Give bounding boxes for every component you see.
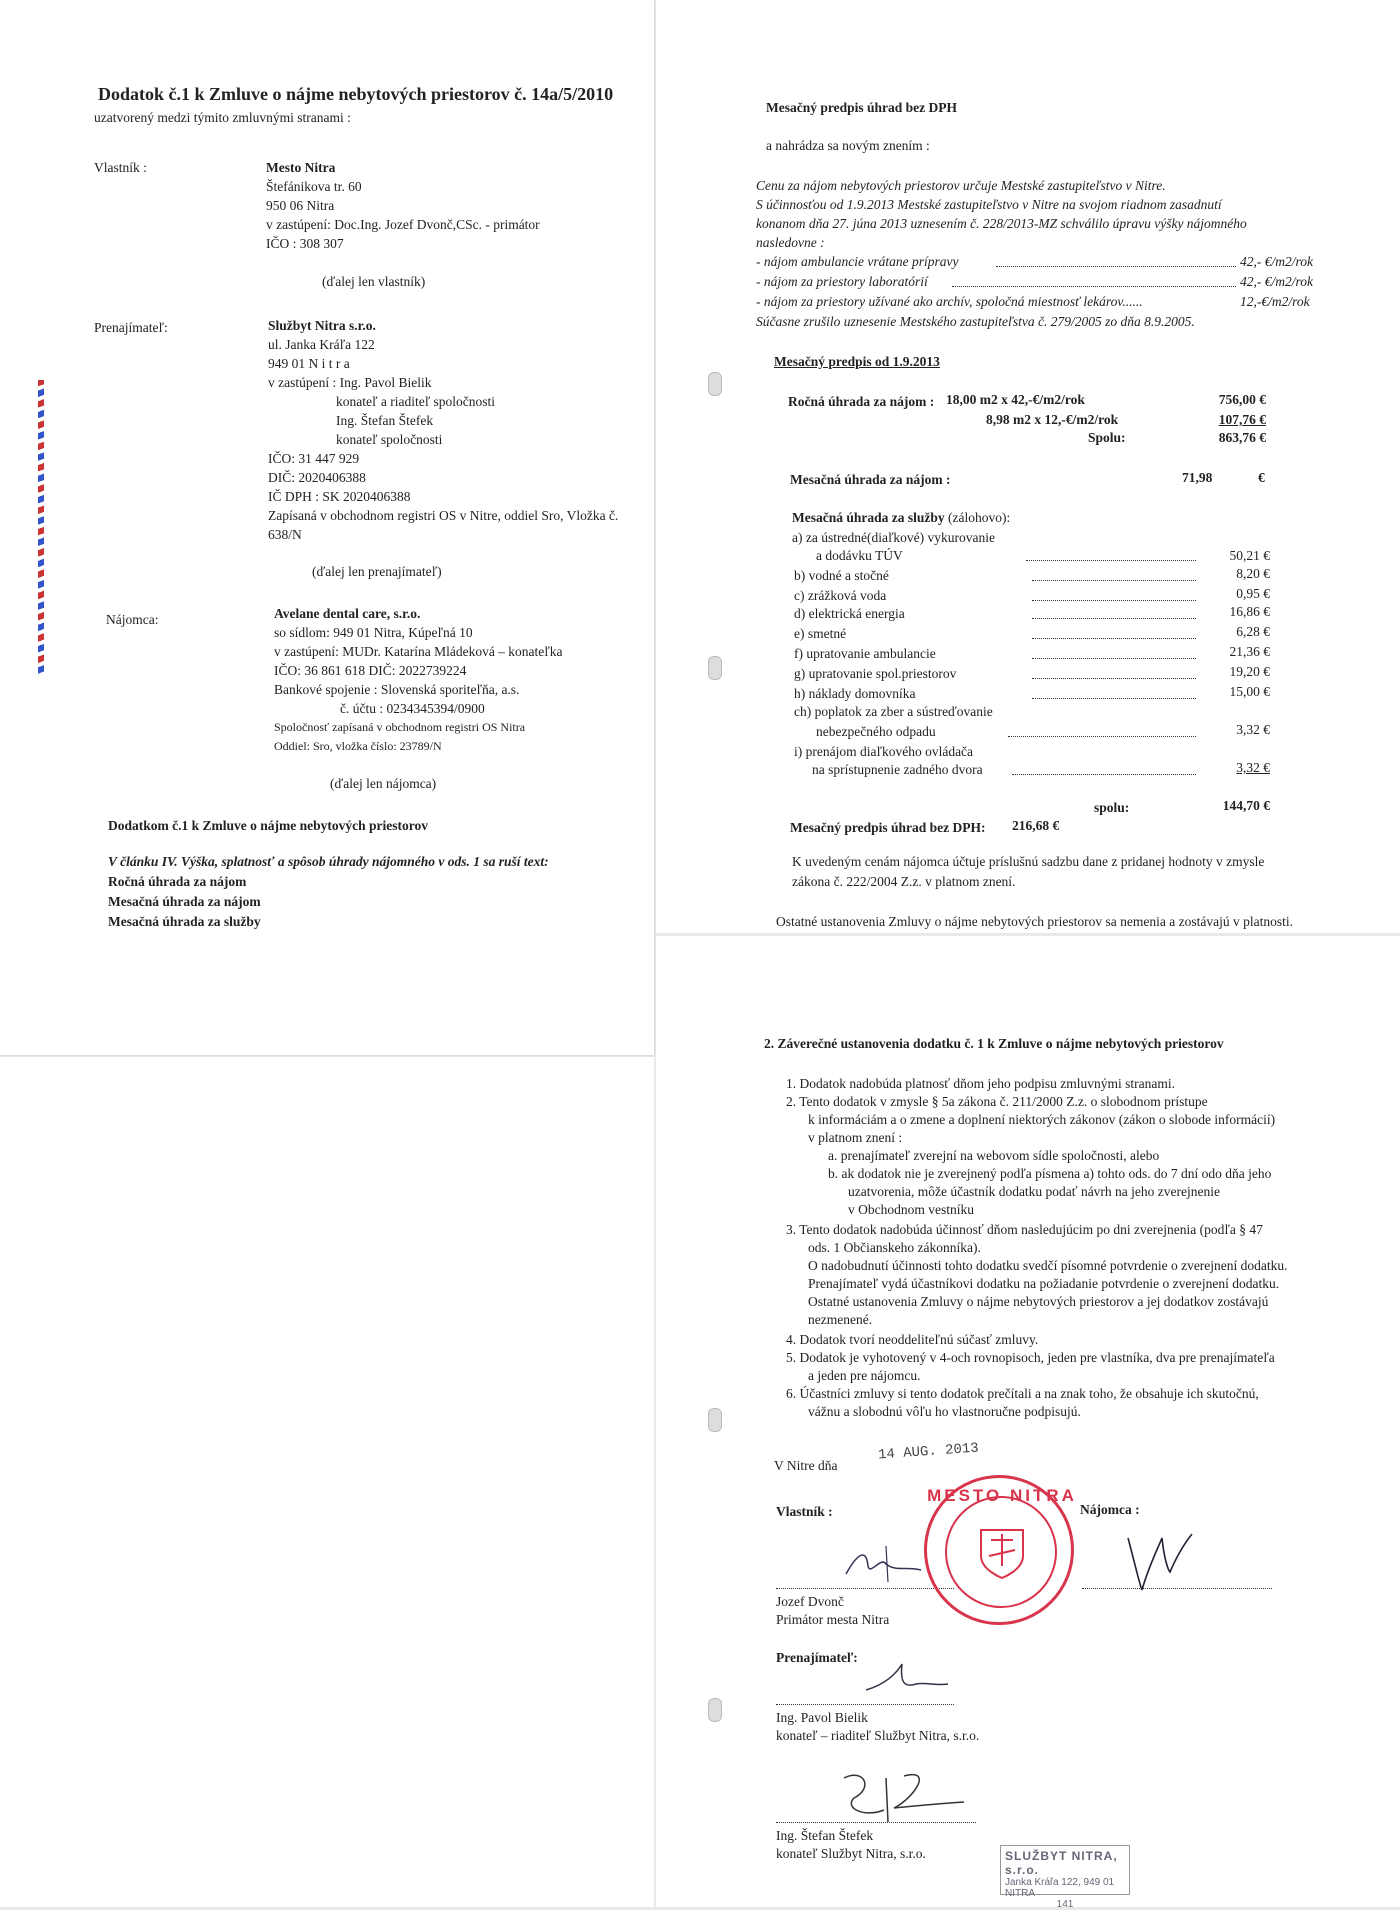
place-date-label: V Nitre dňa — [774, 1458, 838, 1473]
landlord-title-1: konateľ – riaditeľ Službyt Nitra, s.r.o. — [776, 1728, 980, 1743]
article-line: V článku IV. Výška, splatnosť a spôsob úhrady nájomného v ods. 1 sa ruší text: — [108, 854, 549, 869]
council-line: nasledovne : — [756, 235, 825, 250]
vat-line: K uvedeným cenám nájomca účtuje príslušnú sadzbu dane z pridanej hodnoty v zmysle — [792, 854, 1265, 869]
clause-line: a jeden pre nájomcu. — [808, 1368, 921, 1383]
tenant-sig-label: Nájomca : — [1080, 1502, 1140, 1517]
owner-line: Štefánikova tr. 60 — [266, 179, 362, 194]
rent-item: - nájom ambulancie vrátane prípravy — [756, 254, 959, 269]
owner-sig-label: Vlastník : — [776, 1504, 833, 1519]
page-2-blank — [0, 1057, 654, 1907]
removed-item: Ročná úhrada za nájom — [108, 874, 247, 889]
repeal-line: Súčasne zrušilo uznesenie Mestského zastupiteľstva č. 279/2005 zo dňa 8.9.2005. — [756, 314, 1195, 329]
clause-line: 1. Dodatok nadobúda platnosť dňom jeho podpisu zmluvnými stranami. — [786, 1076, 1175, 1091]
tenant-line: so sídlom: 949 01 Nitra, Kúpeľná 10 — [274, 625, 473, 640]
clause-line: O nadobudnutí účinnosti tohto dodatku svedčí písomné potvrdenie o zverejnení dodatku. — [808, 1258, 1288, 1273]
service-amount: 3,32 € — [1236, 760, 1270, 775]
clause-line: k informáciám a o zmene a doplnení niektorých zákonov (zákon o slobode informácií) — [808, 1112, 1276, 1127]
landlord-title-2: konateľ Službyt Nitra, s.r.o. — [776, 1846, 926, 1861]
document-title: Dodatok č.1 k Zmluve o nájme nebytových priestorov č. 14a/5/2010 — [98, 84, 614, 104]
service-label: h) náklady domovníka — [794, 686, 916, 701]
seal-text: MESTO NITRA — [927, 1486, 1077, 1505]
owner-line: Mesto Nitra — [266, 160, 336, 175]
annual-amount: 756,00 € — [1218, 392, 1266, 407]
dot-leader — [1032, 600, 1196, 601]
page-3 — [656, 0, 1400, 933]
services-total-label: spolu: — [1094, 800, 1130, 815]
council-line: S účinnosťou od 1.9.2013 Mestské zastupiteľstvo v Nitre na svojom riadnom zasadnutí — [756, 197, 1222, 212]
removed-item: Mesačná úhrada za nájom — [108, 894, 261, 909]
service-amount: 6,28 € — [1236, 624, 1270, 639]
clause-line: a. prenajímateľ zverejní na webovom sídle spoločnosti, alebo — [828, 1148, 1160, 1163]
date-stamp: 14 AUG. 2013 — [877, 1440, 980, 1464]
landlord-signature-2 — [824, 1758, 974, 1828]
landlord-line: 638/N — [268, 527, 302, 542]
annual-amount: 107,76 € — [1218, 412, 1266, 427]
annual-total-label: Spolu: — [1088, 430, 1126, 445]
dot-leader — [1032, 678, 1196, 679]
landlord-line: ul. Janka Kráľa 122 — [268, 337, 375, 352]
service-label: a) za ústredné(diaľkové) vykurovanie — [792, 530, 996, 545]
owner-line: IČO : 308 307 — [266, 236, 344, 251]
service-label: b) vodné a stočné — [794, 568, 889, 583]
punch-hole — [708, 372, 722, 396]
clause-line: 4. Dodatok tvorí neoddeliteľnú súčasť zmluvy. — [786, 1332, 1039, 1347]
clause-line: b. ak dodatok nie je zverejnený podľa písmena a) tohto ods. do 7 dní odo dňa jeho — [828, 1166, 1272, 1181]
owner-name: Jozef Dvonč — [776, 1594, 844, 1609]
landlord-name-2: Ing. Štefan Štefek — [776, 1828, 874, 1843]
service-label: f) upratovanie ambulancie — [794, 646, 936, 661]
monthly-total: 216,68 € — [1012, 818, 1060, 833]
landlord-line: konateľ a riaditeľ spoločnosti — [336, 394, 496, 409]
service-amount: 8,20 € — [1236, 566, 1270, 581]
coat-of-arms-icon — [977, 1526, 1027, 1582]
replace-line: a nahrádza sa novým znením : — [766, 138, 930, 153]
tenant-ref: (ďalej len nájomca) — [330, 776, 437, 791]
service-amount: 15,00 € — [1229, 684, 1270, 699]
clause-line: v Obchodnom vestníku — [848, 1202, 974, 1217]
service-label: i) prenájom diaľkového ovládača — [794, 744, 974, 759]
tenant-line: Oddiel: Sro, vložka číslo: 23789/N — [274, 739, 442, 753]
dot-leader — [1032, 638, 1196, 639]
from-heading: Mesačný predpis od 1.9.2013 — [774, 354, 940, 369]
landlord-line: konateľ spoločnosti — [336, 432, 443, 447]
dot-leader — [1032, 658, 1196, 659]
landlord-block — [268, 316, 618, 544]
tenant-line: Spoločnosť zapísaná v obchodnom registri OS Nitra — [274, 720, 526, 734]
service-label: g) upratovanie spol.priestorov — [794, 666, 957, 681]
dot-leader — [952, 286, 1236, 287]
landlord-line: v zastúpení : Ing. Pavol Bielik — [268, 375, 432, 390]
final-heading: 2. Záverečné ustanovenia dodatku č. 1 k Zmluve o nájme nebytových priestorov — [764, 1036, 1224, 1051]
box-stamp-line: Janka Kráľa 122, 949 01 NITRA — [1005, 1877, 1115, 1899]
service-sub: na sprístupnenie zadného dvora — [812, 762, 983, 777]
owner-line: v zastúpení: Doc.Ing. Jozef Dvonč,CSc. - primátor — [266, 217, 540, 232]
service-label: d) elektrická energia — [794, 606, 905, 621]
clause-line: nezmenené. — [808, 1312, 873, 1327]
tenant-line: č. účtu : 0234345394/0900 — [340, 701, 485, 716]
landlord-line: IČ DPH : SK 2020406388 — [268, 489, 411, 504]
owner-line: 950 06 Nitra — [266, 198, 335, 213]
owner-label: Vlastník : — [94, 160, 147, 175]
tenant-signature — [1118, 1508, 1208, 1598]
clause-line: ods. 1 Občianskeho zákonníka). — [808, 1240, 981, 1255]
clause-line: Ostatné ustanovenia Zmluvy o nájme nebytových priestorov a jej dodatkov zostávajú — [808, 1294, 1269, 1309]
service-amount: 3,32 € — [1236, 722, 1270, 737]
punch-hole — [708, 656, 722, 680]
monthly-total-label: Mesačný predpis úhrad bez DPH: — [790, 820, 986, 835]
box-stamp-line: SLUŽBYT NITRA, s.r.o. — [1005, 1849, 1118, 1877]
signature-line — [776, 1822, 976, 1823]
tenant-line: IČO: 36 861 618 DIČ: 2022739224 — [274, 663, 467, 678]
service-label: ch) poplatok za zber a sústreďovanie — [794, 704, 993, 719]
landlord-signature-1 — [856, 1654, 956, 1704]
dot-leader — [996, 266, 1236, 267]
landlord-line: Službyt Nitra s.r.o. — [268, 318, 376, 333]
owner-title: Primátor mesta Nitra — [776, 1612, 890, 1627]
landlord-label: Prenajímateľ: — [94, 320, 168, 335]
landlord-name-1: Ing. Pavol Bielik — [776, 1710, 868, 1725]
page-1 — [0, 0, 654, 1055]
other-provisions: Ostatné ustanovenia Zmluvy o nájme nebytových priestorov sa nemenia a zostávajú v platnosti. — [776, 914, 1293, 929]
dot-leader — [1032, 580, 1196, 581]
council-line: Cenu za nájom nebytových priestorov určuje Mestské zastupiteľstvo v Nitre. — [756, 178, 1166, 193]
clause-line: 6. Účastníci zmluvy si tento dodatok prečítali a na znak toho, že obsahuje ich skutočnú, — [786, 1386, 1259, 1401]
tenant-label: Nájomca: — [106, 612, 159, 627]
annual-label: Ročná úhrada za nájom : — [788, 394, 935, 409]
service-amount: 50,21 € — [1229, 548, 1270, 563]
clause-line: 2. Tento dodatok v zmysle § 5a zákona č. 211/2000 Z.z. o slobodnom prístupe — [786, 1094, 1208, 1109]
annual-calc: 8,98 m2 x 12,-€/m2/rok — [986, 412, 1119, 427]
dot-leader — [1008, 736, 1196, 737]
clause-line: Prenajímateľ vydá účastníkovi dodatku na požiadanie potvrdenie o zverejnení dodatku. — [808, 1276, 1280, 1291]
service-amount: 16,86 € — [1229, 604, 1270, 619]
tenant-line: v zastúpení: MUDr. Katarína Mládeková – konateľka — [274, 644, 563, 659]
clause-line: v platnom znení : — [808, 1130, 903, 1145]
service-amount: 21,36 € — [1229, 644, 1270, 659]
dot-leader — [1032, 618, 1196, 619]
annual-total: 863,76 € — [1218, 430, 1266, 445]
schedule-heading: Mesačný predpis úhrad bez DPH — [766, 100, 958, 115]
rent-item: - nájom za priestory užívané ako archív, spoločná miestnosť lekárov...... — [756, 294, 1143, 309]
dot-leader — [1026, 560, 1196, 561]
punch-hole — [708, 1408, 722, 1432]
annual-calc: 18,00 m2 x 42,-€/m2/rok — [946, 392, 1085, 407]
punch-hole — [708, 1698, 722, 1722]
vat-line: zákona č. 222/2004 Z.z. v platnom znení. — [792, 874, 1016, 889]
rent-item: - nájom za priestory laboratórií — [756, 274, 928, 289]
dot-leader — [1032, 698, 1196, 699]
tenant-line: Avelane dental care, s.r.o. — [274, 606, 421, 621]
signature-line — [776, 1588, 954, 1589]
rent-price: 12,-€/m2/rok — [1240, 294, 1310, 309]
service-amount: 0,95 € — [1236, 586, 1270, 601]
landlord-ref: (ďalej len prenajímateľ) — [312, 564, 442, 579]
owner-ref: (ďalej len vlastník) — [322, 274, 426, 289]
dot-leader — [1012, 774, 1196, 775]
binding-cord — [38, 380, 44, 675]
rent-price: 42,- €/m2/rok — [1240, 274, 1313, 289]
service-label: e) smetné — [794, 626, 847, 641]
removed-item: Mesačná úhrada za služby — [108, 914, 261, 929]
service-sub: nebezpečného odpadu — [816, 724, 936, 739]
company-box-stamp — [1000, 1845, 1130, 1910]
monthly-rent-label: Mesačná úhrada za nájom : — [790, 472, 951, 487]
services-label: Mesačná úhrada za služby — [792, 510, 945, 525]
signature-line — [1082, 1588, 1272, 1589]
document-subtitle: uzatvorený medzi týmito zmluvnými stranami : — [94, 110, 351, 125]
landlord-line: IČO: 31 447 929 — [268, 451, 360, 466]
services-total: 144,70 € — [1222, 798, 1270, 813]
tenant-line: Bankové spojenie : Slovenská sporiteľňa, a.s. — [274, 682, 520, 697]
services-heading — [792, 508, 1010, 527]
tenant-block — [274, 604, 563, 756]
signature-line — [776, 1704, 954, 1705]
clause-line: vážnu a slobodnú vôľu ho vlastnoručne podpisujú. — [808, 1404, 1081, 1419]
monthly-rent-value: 71,98 — [1182, 470, 1213, 485]
clause-line: 3. Tento dodatok nadobúda účinnosť dňom nasledujúcim po dni zverejnenia (podľa § 47 — [786, 1222, 1263, 1237]
landlord-line: 949 01 N i t r a — [268, 356, 350, 371]
service-label: c) zrážková voda — [794, 588, 887, 603]
landlord-sig-label: Prenajímateľ: — [776, 1650, 858, 1665]
landlord-line: Zapísaná v obchodnom registri OS v Nitre, oddiel Sro, Vložka č. — [268, 508, 619, 523]
landlord-line: DIČ: 2020406388 — [268, 470, 366, 485]
services-note: (zálohovo): — [948, 510, 1011, 525]
council-line: konanom dňa 27. júna 2013 uznesením č. 228/2013-MZ schválilo úpravu výšky nájomného — [756, 216, 1247, 231]
landlord-line: Ing. Štefan Štefek — [336, 413, 434, 428]
owner-block — [266, 158, 540, 253]
page-4 — [656, 936, 1400, 1907]
amendment-heading: Dodatkom č.1 k Zmluve o nájme nebytových priestorov — [108, 818, 428, 833]
city-seal-stamp — [924, 1475, 1077, 1625]
council-text — [756, 176, 1247, 252]
monthly-rent-currency: € — [1258, 470, 1265, 485]
clause-line: 5. Dodatok je vyhotovený v 4-och rovnopisoch, jeden pre vlastníka, dva pre prenajímateľa — [786, 1350, 1275, 1365]
service-amount: 19,20 € — [1229, 664, 1270, 679]
service-sub: a dodávku TÚV — [816, 548, 903, 563]
rent-price: 42,- €/m2/rok — [1240, 254, 1313, 269]
clause-line: uzatvorenia, môže účastník dodatku podať návrh na jeho zverejnenie — [848, 1184, 1220, 1199]
box-stamp-line: 141 — [1056, 1899, 1074, 1910]
